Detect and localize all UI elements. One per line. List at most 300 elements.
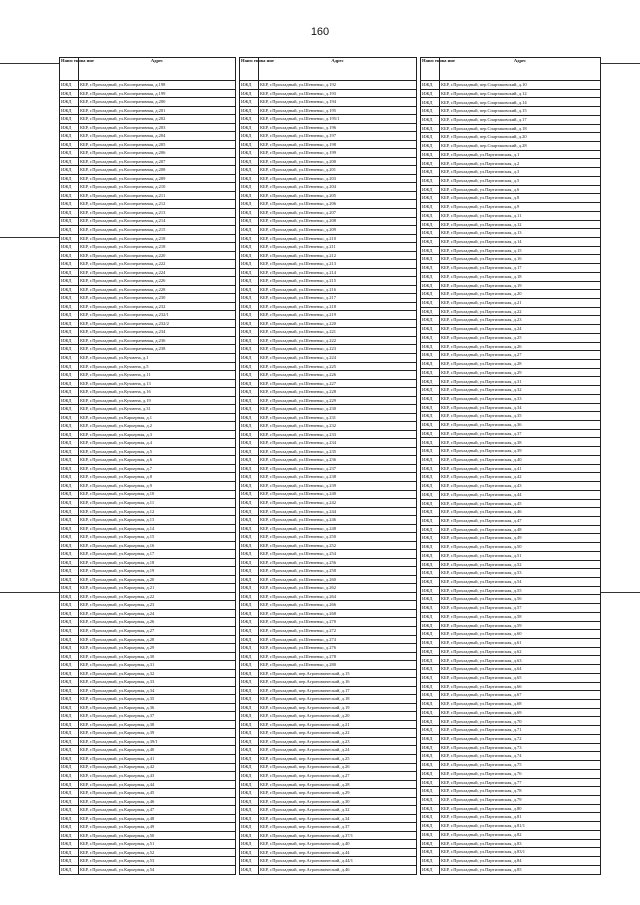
table-row [60,618,236,627]
type-cell: ИЖД [60,336,79,345]
address-cell: КБР, г.Прохладный, ул.Партизанская, д.78 [440,787,601,796]
type-cell: ИЖД [60,89,79,98]
address-cell: КБР, г.Прохладный, ул.Шевченко, д.195/1 [259,115,417,124]
table-row [60,516,236,525]
address-cell: КБР, г.Прохладный, ул.Партизанская, д.81 [440,813,601,822]
table-row [421,342,601,351]
address-cell: КБР, г.Прохладный, ул.Партизанская, д.18 [440,272,601,281]
address-cell: КБР, г.Прохладный, пер.Агрономический, д.15 [259,669,417,678]
table-row [240,823,417,832]
type-cell: ИЖД [60,140,79,149]
address-cell: КБР, г.Прохладный, ул.Кучмена, д.11 [79,371,236,380]
table-row [421,612,601,621]
address-cell: КБР, г.Прохладный, ул.Кооперативная, д.200 [79,98,236,107]
table-row [421,447,601,456]
table-row [60,823,236,832]
table-row [240,609,417,618]
type-cell: ИЖД [421,822,440,831]
table-row [60,737,236,746]
table-row [240,772,417,781]
type-cell: ИЖД [60,541,79,550]
address-cell: КБР, г.Прохладный, пер.Агрономический, д.24 [259,746,417,755]
type-cell: ИЖД [60,302,79,311]
type-cell: ИЖД [421,673,440,682]
table-row [60,362,236,371]
address-cell: КБР, г.Прохладный, пер.Агрономический, д.27 [259,772,417,781]
address-cell: КБР, г.Прохладный, ул.Партизанская, д.1 [440,150,601,159]
type-cell: ИЖД [421,176,440,185]
table-row [60,720,236,729]
type-cell: ИЖД [60,524,79,533]
address-cell: КБР, г.Прохладный, ул.Кооперативная, д.218 [79,234,236,243]
address-cell: КБР, г.Прохладный, пер.Агрономический, д.44 [259,848,417,857]
table-row [240,584,417,593]
address-cell: КБР, г.Прохладный, ул.Партизанская, д.29 [440,368,601,377]
address-cell: КБР, г.Прохладный, ул.Карьерная, д.29 [79,644,236,653]
table-row [240,789,417,798]
type-cell: ИЖД [60,584,79,593]
address-cell: КБР, г.Прохладный, ул.Кооперативная, д.232/2 [79,319,236,328]
type-cell: ИЖД [240,635,259,644]
table-row [60,524,236,533]
address-cell: КБР, г.Прохладный, ул.Партизанская, д.20 [440,290,601,299]
address-cell: КБР, г.Прохладный, ул.Кучмена, д.5 [79,362,236,371]
type-cell: ИЖД [421,386,440,395]
type-cell: ИЖД [421,325,440,334]
address-cell: КБР, г.Прохладный, ул.Партизанская, д.68 [440,700,601,709]
table-row [421,856,601,865]
table-row [421,665,601,674]
table-row [421,865,601,874]
address-cell: КБР, г.Прохладный, ул.Партизанская, д.21 [440,298,601,307]
table-body [240,81,417,875]
address-cell: КБР, г.Прохладный, ул.Карьерная, д.38 [79,720,236,729]
address-cell: КБР, г.Прохладный, пер.Агрономический, д.44/1 [259,857,417,866]
address-cell: КБР, г.Прохладный, ул.Шевченко, д.227 [259,379,417,388]
type-cell: ИЖД [421,185,440,194]
table-row [421,473,601,482]
address-cell: КБР, г.Прохладный, ул.Партизанская, д.77 [440,778,601,787]
type-cell: ИЖД [421,81,440,90]
table-row [240,268,417,277]
table-row [60,712,236,721]
type-cell: ИЖД [240,132,259,141]
address-cell: КБР, г.Прохладный, ул.Партизанская, д.55 [440,586,601,595]
type-cell: ИЖД [240,191,259,200]
address-cell: КБР, г.Прохладный, ул.Карьерная, д.39/1 [79,737,236,746]
type-cell: ИЖД [421,682,440,691]
table-row [60,780,236,789]
table-row [421,168,601,177]
address-cell: КБР, г.Прохладный, ул.Партизанская, д.64 [440,665,601,674]
table-row [60,354,236,363]
type-cell: ИЖД [421,333,440,342]
address-cell: КБР, г.Прохладный, ул.Партизанская, д.2 [440,159,601,168]
type-cell: ИЖД [421,856,440,865]
table-row [240,422,417,431]
type-cell: ИЖД [421,752,440,761]
table-row [60,174,236,183]
table-row [240,456,417,465]
address-cell: КБР, г.Прохладный, ул.Партизанская, д.65 [440,673,601,682]
table-row [60,371,236,380]
type-cell: ИЖД [60,754,79,763]
table-row [60,789,236,798]
table-row [240,516,417,525]
address-cell: КБР, г.Прохладный, ул.Партизанская, д.56 [440,595,601,604]
type-cell: ИЖД [240,729,259,738]
table-row [240,345,417,354]
type-cell: ИЖД [421,717,440,726]
address-cell: КБР, г.Прохладный, ул.Кооперативная, д.228 [79,285,236,294]
address-cell: КБР, г.Прохладный, ул.Партизанская, д.72 [440,734,601,743]
address-cell: КБР, г.Прохладный, пер.Спартаковский, д.18 [440,124,601,133]
type-cell: ИЖД [240,575,259,584]
address-cell: КБР, г.Прохладный, ул.Партизанская, д.23 [440,316,601,325]
address-cell: КБР, г.Прохладный, ул.Шевченко, д.262 [259,584,417,593]
type-cell: ИЖД [60,772,79,781]
type-cell: ИЖД [240,439,259,448]
address-cell: КБР, г.Прохладный, ул.Кооперативная, д.206 [79,149,236,158]
table-row [60,345,236,354]
table-row [60,831,236,840]
type-cell: ИЖД [240,89,259,98]
table-row [240,405,417,414]
type-cell: ИЖД [240,806,259,815]
table-row [60,81,236,90]
table-row [240,652,417,661]
address-cell: КБР, г.Прохладный, ул.Карьерная, д.39 [79,729,236,738]
scan-line [0,237,59,238]
table-row [421,482,601,491]
type-cell: ИЖД [240,268,259,277]
type-cell: ИЖД [240,857,259,866]
type-cell: ИЖД [240,703,259,712]
address-cell: КБР, г.Прохладный, пер.Агрономический, д.17 [259,686,417,695]
address-cell: КБР, г.Прохладный, ул.Шевченко, д.256 [259,558,417,567]
address-cell: КБР, г.Прохладный, ул.Партизанская, д.38 [440,438,601,447]
address-cell: КБР, г.Прохладный, пер.Агрономический, д.20 [259,712,417,721]
type-cell: ИЖД [240,311,259,320]
table-row [60,763,236,772]
type-cell: ИЖД [240,422,259,431]
table-row [240,388,417,397]
type-cell: ИЖД [60,81,79,90]
address-cell: КБР, г.Прохладный, ул.Шевченко, д.199 [259,149,417,158]
table-row [421,386,601,395]
address-cell: КБР, г.Прохладный, ул.Шевченко, д.278 [259,652,417,661]
type-cell: ИЖД [60,678,79,687]
table-row [240,89,417,98]
type-cell: ИЖД [240,234,259,243]
type-cell: ИЖД [60,277,79,286]
type-cell: ИЖД [240,763,259,772]
table-row [240,98,417,107]
address-cell: КБР, г.Прохладный, ул.Шевченко, д.209 [259,226,417,235]
type-cell: ИЖД [60,499,79,508]
table-row [421,194,601,203]
address-cell: КБР, г.Прохладный, ул.Карьерная, д.24 [79,609,236,618]
address-cell: КБР, г.Прохладный, пер.Агрономический, д.21 [259,720,417,729]
type-cell: ИЖД [240,166,259,175]
type-cell: ИЖД [240,516,259,525]
table-row [60,456,236,465]
table-row [240,115,417,124]
type-cell: ИЖД [421,769,440,778]
address-cell: КБР, г.Прохладный, ул.Партизанская, д.52 [440,560,601,569]
address-cell: КБР, г.Прохладный, ул.Кооперативная, д.203 [79,123,236,132]
table-row [240,234,417,243]
type-cell: ИЖД [421,360,440,369]
type-cell: ИЖД [60,737,79,746]
address-cell: КБР, г.Прохладный, пер.Агрономический, д.23 [259,737,417,746]
type-cell: ИЖД [60,481,79,490]
address-cell: КБР, г.Прохладный, ул.Шевченко, д.268 [259,609,417,618]
type-cell: ИЖД [421,290,440,299]
type-cell: ИЖД [421,508,440,517]
type-cell: ИЖД [60,405,79,414]
type-cell: ИЖД [60,260,79,269]
address-cell: КБР, г.Прохладный, ул.Кооперативная, д.224 [79,268,236,277]
type-cell: ИЖД [240,609,259,618]
table-row [60,166,236,175]
type-cell: ИЖД [60,780,79,789]
type-cell: ИЖД [421,412,440,421]
address-cell: КБР, г.Прохладный, ул.Партизанская, д.13 [440,229,601,238]
table-row [421,639,601,648]
type-cell: ИЖД [240,285,259,294]
type-cell: ИЖД [240,174,259,183]
type-cell: ИЖД [421,647,440,656]
table-row [421,438,601,447]
address-cell: КБР, г.Прохладный, ул.Партизанская, д.11 [440,211,601,220]
table-row [240,473,417,482]
type-cell: ИЖД [240,226,259,235]
table-row [60,567,236,576]
table-row [240,311,417,320]
address-cell: КБР, г.Прохладный, ул.Партизанская, д.9 [440,203,601,212]
address-cell: КБР, г.Прохладный, ул.Партизанская, д.16 [440,255,601,264]
table-row [60,98,236,107]
table-row [421,377,601,386]
table-row [60,857,236,866]
address-cell: КБР, г.Прохладный, ул.Кооперативная, д.214 [79,217,236,226]
address-cell: КБР, г.Прохладный, ул.Карьерная, д.37 [79,712,236,721]
type-cell: ИЖД [240,490,259,499]
type-cell: ИЖД [240,627,259,636]
address-cell: КБР, г.Прохладный, ул.Карьерная, д.14 [79,524,236,533]
type-cell: ИЖД [60,98,79,107]
type-cell: ИЖД [240,200,259,209]
type-cell: ИЖД [60,106,79,115]
address-cell: КБР, г.Прохладный, ул.Кооперативная, д.198 [79,81,236,90]
table-row [60,234,236,243]
type-cell: ИЖД [60,635,79,644]
type-cell: ИЖД [421,577,440,586]
type-cell: ИЖД [240,695,259,704]
address-cell: КБР, г.Прохладный, ул.Кооперативная, д.210 [79,183,236,192]
table-row [421,569,601,578]
type-cell: ИЖД [60,592,79,601]
address-cell: КБР, г.Прохладный, ул.Кооперативная, д.212 [79,200,236,209]
address-cell: КБР, г.Прохладный, ул.Шевченко, д.205 [259,191,417,200]
address-cell: КБР, г.Прохладный, ул.Шевченко, д.239 [259,481,417,490]
address-table-1 [59,57,236,875]
table-row [240,712,417,721]
type-cell: ИЖД [421,421,440,430]
table-row [240,140,417,149]
type-cell: ИЖД [60,516,79,525]
table-row [240,618,417,627]
address-cell: КБР, г.Прохладный, ул.Карьерная, д.21 [79,584,236,593]
table-row [60,379,236,388]
table-row [240,575,417,584]
table-row [421,98,601,107]
address-cell: КБР, г.Прохладный, ул.Шевченко, д.218 [259,302,417,311]
type-cell: ИЖД [421,665,440,674]
address-cell: КБР, г.Прохладный, ул.Кооперативная, д.236 [79,336,236,345]
table-row [421,700,601,709]
type-cell: ИЖД [421,630,440,639]
type-cell: ИЖД [240,661,259,670]
table-row [421,290,601,299]
address-cell: КБР, г.Прохладный, ул.Карьерная, д.35 [79,695,236,704]
table-row [240,396,417,405]
address-cell: КБР, г.Прохладный, ул.Шевченко, д.225 [259,362,417,371]
address-cell: КБР, г.Прохладный, ул.Партизанская, д.35 [440,412,601,421]
table-row [240,865,417,874]
type-cell: ИЖД [240,464,259,473]
type-cell: ИЖД [421,429,440,438]
type-cell: ИЖД [421,203,440,212]
address-cell: КБР, г.Прохладный, ул.Шевченко, д.203 [259,174,417,183]
table-row [60,336,236,345]
address-cell: КБР, г.Прохладный, ул.Шевченко, д.207 [259,208,417,217]
table-row [60,840,236,849]
table-row [240,848,417,857]
table-row [421,586,601,595]
type-cell: ИЖД [60,763,79,772]
type-cell: ИЖД [421,639,440,648]
table-row [421,159,601,168]
table-row [240,780,417,789]
type-cell: ИЖД [60,379,79,388]
type-cell: ИЖД [421,107,440,116]
address-cell: КБР, г.Прохладный, пер.Агрономический, д.28 [259,780,417,789]
address-cell: КБР, г.Прохладный, пер.Агрономический, д.22 [259,729,417,738]
table-row [240,703,417,712]
table-row [60,430,236,439]
table-row [421,220,601,229]
address-cell: КБР, г.Прохладный, ул.Шевченко, д.197 [259,132,417,141]
type-cell: ИЖД [60,166,79,175]
address-cell: КБР, г.Прохладный, ул.Шевченко, д.208 [259,217,417,226]
address-cell: КБР, г.Прохладный, ул.Карьерная, д.28 [79,635,236,644]
table-row [60,703,236,712]
table-row [60,226,236,235]
type-cell: ИЖД [60,422,79,431]
table-row [240,840,417,849]
type-cell: ИЖД [60,439,79,448]
type-cell: ИЖД [240,98,259,107]
table-row [240,208,417,217]
address-cell: КБР, г.Прохладный, ул.Шевченко, д.252 [259,541,417,550]
address-cell: КБР, г.Прохладный, ул.Шевченко, д.192 [259,81,417,90]
table-row [421,246,601,255]
address-cell: КБР, г.Прохладный, ул.Партизанская, д.66 [440,682,601,691]
table-row [240,200,417,209]
address-cell: КБР, г.Прохладный, пер.Агрономический, д.34 [259,814,417,823]
table-row [60,311,236,320]
type-cell: ИЖД [240,720,259,729]
table-row [421,325,601,334]
table-row [60,507,236,516]
type-cell: ИЖД [240,601,259,610]
address-cell: КБР, г.Прохладный, ул.Кооперативная, д.230 [79,294,236,303]
address-cell: КБР, г.Прохладный, пер.Агрономический, д.32 [259,806,417,815]
type-cell: ИЖД [240,371,259,380]
table-row [240,481,417,490]
address-cell: КБР, г.Прохладный, ул.Шевченко, д.215 [259,277,417,286]
type-cell: ИЖД [60,388,79,397]
type-cell: ИЖД [421,281,440,290]
table-row [421,412,601,421]
address-cell: КБР, г.Прохладный, ул.Шевченко, д.280 [259,661,417,670]
address-cell: КБР, г.Прохладный, ул.Партизанская, д.48 [440,525,601,534]
table-row [60,558,236,567]
type-cell: ИЖД [60,567,79,576]
address-cell: КБР, г.Прохладный, ул.Карьерная, д.53 [79,857,236,866]
table-row [60,268,236,277]
table-row [421,508,601,517]
type-cell: ИЖД [240,550,259,559]
address-cell: КБР, г.Прохладный, ул.Партизанская, д.24 [440,325,601,334]
type-cell: ИЖД [60,456,79,465]
type-cell: ИЖД [60,208,79,217]
table-row [60,405,236,414]
type-cell: ИЖД [60,840,79,849]
table-row [60,422,236,431]
scan-line [0,63,59,64]
type-cell: ИЖД [240,396,259,405]
type-cell: ИЖД [240,319,259,328]
table-row [421,394,601,403]
type-cell: ИЖД [60,558,79,567]
address-cell: КБР, г.Прохладный, ул.Шевченко, д.198 [259,140,417,149]
address-cell: КБР, г.Прохладный, ул.Шевченко, д.226 [259,371,417,380]
type-cell: ИЖД [240,737,259,746]
scan-line [601,592,640,593]
address-cell: КБР, г.Прохладный, ул.Карьерная, д.19 [79,567,236,576]
table-row [240,627,417,636]
address-cell: КБР, г.Прохладный, ул.Партизанская, д.70 [440,717,601,726]
type-cell: ИЖД [240,388,259,397]
type-cell: ИЖД [60,132,79,141]
address-cell: КБР, г.Прохладный, ул.Кучмена, д.1 [79,354,236,363]
type-cell: ИЖД [60,746,79,755]
table-row [240,524,417,533]
type-cell: ИЖД [421,464,440,473]
table-row [60,592,236,601]
table-row [421,429,601,438]
type-cell: ИЖД [60,200,79,209]
address-cell: КБР, г.Прохладный, ул.Карьерная, д.1 [79,413,236,422]
address-cell: КБР, г.Прохладный, ул.Партизанская, д.80 [440,804,601,813]
type-cell: ИЖД [421,307,440,316]
scan-line [601,63,640,64]
address-cell: КБР, г.Прохладный, ул.Карьерная, д.6 [79,456,236,465]
address-cell: КБР, г.Прохладный, ул.Карьерная, д.16 [79,541,236,550]
